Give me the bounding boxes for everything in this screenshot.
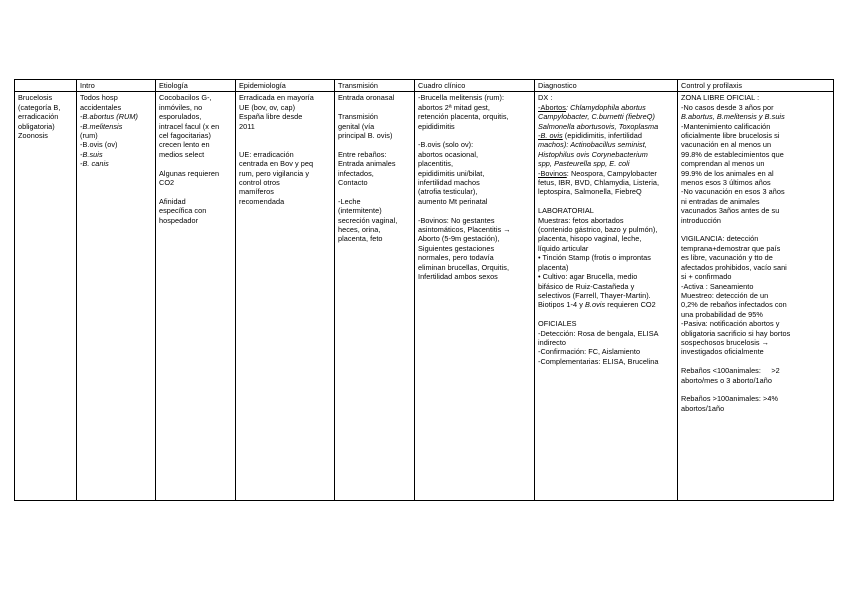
text-line: • Tinción Stamp (frotis o improntas [538,253,651,263]
header-cell-etiologia: Etiología [156,80,236,92]
text-line: abortos ocasional, [418,149,479,159]
text-line: placentitis, [418,159,454,169]
text-line: Entrada oronasal [338,93,395,103]
text-line: (intermitente) [338,206,382,216]
header-cell-control: Control y profilaxis [678,80,834,92]
text-line: 2011 [239,121,255,131]
text-line: Siguientes gestaciones [418,243,495,253]
spacer [239,131,331,140]
spacer [681,225,830,234]
text-line: infectados, [338,168,374,178]
text-line: spp, Pasteurella spp, E. coli [538,159,630,169]
text-line: menos esos 3 últimos años [681,178,771,188]
text-line: intracel facul (x en [159,121,220,131]
text-line: Cocobacilos G-, [159,93,212,103]
text-line: Infertilidad ambos sexos [418,272,498,282]
text-line: sospechosos brucelosis → [681,337,769,347]
text-line: Campylobacter, C.burnetti (fiebreQ) [538,112,655,122]
text-line: LABORATORIAL [538,206,594,216]
text-line: asintomáticos, Placentitis → [418,225,511,235]
text-line: -No casos desde 3 años por [681,102,774,112]
text-line: específica con [159,206,207,216]
text-line: secreción vaginal, [338,215,398,225]
text-line: España libre desde [239,112,303,122]
b-ovis-label: -B. ovis [538,131,563,141]
header-cell-diagnostico: Diagnostico [535,80,678,92]
text-line: Aborto (5-9m gestación), [418,234,500,244]
text-line: cel fagocitarias) [159,131,211,141]
text-line: esporulados, [159,112,202,122]
text-line: Entrada animales [338,159,396,169]
text-line: B.abortus, B.melitensis y B.suis [681,112,785,122]
text-line: (categoría B, [18,102,61,112]
header-cell-intro: Intro [77,80,156,92]
text-line: -B.abortus (RUM) [80,112,138,122]
text-line [538,103,674,112]
header-cell [15,80,77,92]
text-fragment: requieren CO2 [605,300,656,310]
text-line: afectados prohibidos, vacío sani [681,262,787,272]
text-line: accidentales [80,102,122,112]
text-line: -B.ovis (ov) [80,140,118,150]
text-line: -Brucella melitensis (rum): [418,93,505,103]
text-line: introducción [681,215,721,225]
text-line: Contacto [338,178,368,188]
text-fragment: B.ovis [585,300,606,310]
text-line: aumento Mt perinatal [418,196,488,206]
text-line: selectivos (Farrell, Thayer-Martin). [538,290,651,300]
text-line: comprendan al menos un [681,159,765,169]
text-line: VIGILANCIA: detección [681,234,759,244]
epidemiologia-cell [236,92,335,501]
text-line: DX : [538,93,553,103]
text-line: UE (bov, ov, cap) [239,102,296,112]
text-line: Muestreo: detección de un [681,290,769,300]
text-line: retención placenta, orquitis, [418,112,509,122]
text-line: OFICIALES [538,319,577,329]
summary-table [14,79,834,501]
brucelosis-row [15,92,834,501]
text-line: recomendada [239,196,285,206]
text-line: genital (vía [338,121,375,131]
text-line: Todos hosp [80,93,118,103]
bovinos-label: -Bovinos [538,168,567,178]
text-line: -B.ovis (solo ov): [418,140,474,150]
text-line: • Cultivo: agar Brucella, medio [538,272,638,282]
text-line: 99.8% de establecimientos que [681,149,784,159]
etiologia-cell [156,92,236,501]
text-line: vacunación en al menos un [681,140,772,150]
text-line: placenta, hisopo vaginal, leche, [538,234,642,244]
abortos-label: -Abortos [538,102,566,112]
text-line: 99.9% de los animales en al [681,168,774,178]
spacer [159,187,232,196]
text-line: crecen lento en [159,140,210,150]
spacer [681,357,830,366]
text-line: 0,2% de rebaños infectados con [681,300,787,310]
header-row [15,80,834,92]
text-line: UE: erradicación [239,149,294,159]
text-line: infertilidad machos [418,178,480,188]
text-line: (atrofia testicular), [418,187,478,197]
text-line: vacunados 3años antes de su [681,206,780,216]
transmision-cell [335,92,415,501]
spacer [418,206,531,215]
text-line: control otros [239,178,280,188]
text-line: -Detección: Rosa de bengala, ELISA [538,328,659,338]
header-cell-epidemiologia: Epidemiología [236,80,335,92]
text-line: Entre rebaños: [338,149,387,159]
text-line: obligatoria sacrificio si hay bortos [681,328,791,338]
text-line: -Complementarias: ELISA, Brucelina [538,356,659,366]
text-line: -B. canis [80,159,109,169]
text-line: Histophilus ovis Corynebacterium [538,149,648,159]
text-line: -Leche [338,196,361,206]
intro-cell [77,92,156,501]
disease-cell [15,92,77,501]
spacer [681,385,830,394]
text-line: leptospira, Salmonella, FiebreQ [538,187,642,197]
text-line: erradicación [18,112,59,122]
spacer [239,140,331,149]
text-line: si + confirmado [681,272,732,282]
spacer [338,103,411,112]
diagnostico-cell [535,92,678,501]
text-line: bifásico de Ruiz-Castañeda y [538,281,635,291]
text-line: epididimitis uni/bilat, [418,168,485,178]
text-line: (contenido gástrico, bazo y pulmón), [538,225,658,235]
text-line: ni entradas de animales [681,196,760,206]
text-line: placenta, feto [338,234,383,244]
text-line: principal B. ovis) [338,131,393,141]
text-line: Algunas requieren [159,168,220,178]
text-line: normales, pero todavía [418,253,494,263]
spacer [538,197,674,206]
text-line: oficialmente libre brucelosis si [681,131,780,141]
text-line: Zoonosis [18,131,49,141]
text-line [538,300,674,309]
cuadro-clinico-cell [415,92,535,501]
text-line: placenta) [538,262,569,272]
text-line: CO2 [159,178,175,188]
spacer [159,159,232,168]
text-fragment: : Neospora, Campylobacter [566,168,657,178]
text-line: obligatoria) [18,121,55,131]
text-line: Transmisión [338,112,379,122]
text-line: rum, pero vigilancia y [239,168,310,178]
text-line: Rebaños >100animales: >4% [681,394,778,404]
text-line: -No vacunación en esos 3 años [681,187,785,197]
text-line [538,169,674,178]
control-profilaxis-cell [678,92,834,501]
text-line: Afinidad [159,196,186,206]
text-line: -B.melitensis [80,121,123,131]
spacer [538,310,674,319]
text-line: es libre, vacunación y tto de [681,253,773,263]
text-line: (rum) [80,131,98,141]
text-line: aborto/mes o 3 aborto/1año [681,375,772,385]
header-cell-transmision: Transmisión [335,80,415,92]
text-line: machos): Actinobacillus seminist, [538,140,647,150]
spacer [338,187,411,196]
text-line: abortos 2ª mitad gest, [418,102,490,112]
text-line [538,131,674,140]
text-line: inmóviles, no [159,102,203,112]
spacer [418,131,531,140]
text-line: -Activa : Saneamiento [681,281,754,291]
text-line: ZONA LIBRE OFICIAL : [681,93,760,103]
text-line: abortos/1año [681,403,725,413]
text-line: medios select [159,149,205,159]
text-line: heces, orina, [338,225,381,235]
text-line: una probabilidad de 95% [681,309,763,319]
text-line: Muestras: fetos abortados [538,215,624,225]
text-fragment: (epididimitis, infertilidad [562,131,642,141]
header-cell-cuadro-clinico: Cuadro clínico [415,80,535,92]
text-line: -Bovinos: No gestantes [418,215,495,225]
text-fragment: Biotipos 1-4 y [538,300,585,310]
text-line: fetus, IBR, BVD, Chlamydia, Listeria, [538,178,660,188]
text-line: Brucelosis [18,93,53,103]
text-fragment: : Chlamydophila abortus [565,102,646,112]
text-line: centrada en Bov y peq [239,159,314,169]
text-line: epididimitis [418,121,455,131]
text-line: líquido articular [538,243,589,253]
text-line: Salmonella abortusovis, Toxoplasma [538,121,659,131]
text-line: temprana+demostrar que país [681,243,781,253]
text-line: Erradicada en mayoría [239,93,314,103]
text-line: -Pasiva: notificación abortos y [681,319,780,329]
text-line: -Mantenimiento calificación [681,121,771,131]
text-line: investigados oficialmente [681,347,764,357]
text-line: -B.suis [80,149,103,159]
text-line: mamíferos [239,187,274,197]
text-line: hospedador [159,215,199,225]
text-line: -Confirmación: FC, Aislamiento [538,347,641,357]
text-line: indirecto [538,337,567,347]
text-line: Rebaños <100animales: >2 [681,366,780,376]
text-line: eliminan brucellas, Orquitis, [418,262,510,272]
spacer [338,140,411,149]
